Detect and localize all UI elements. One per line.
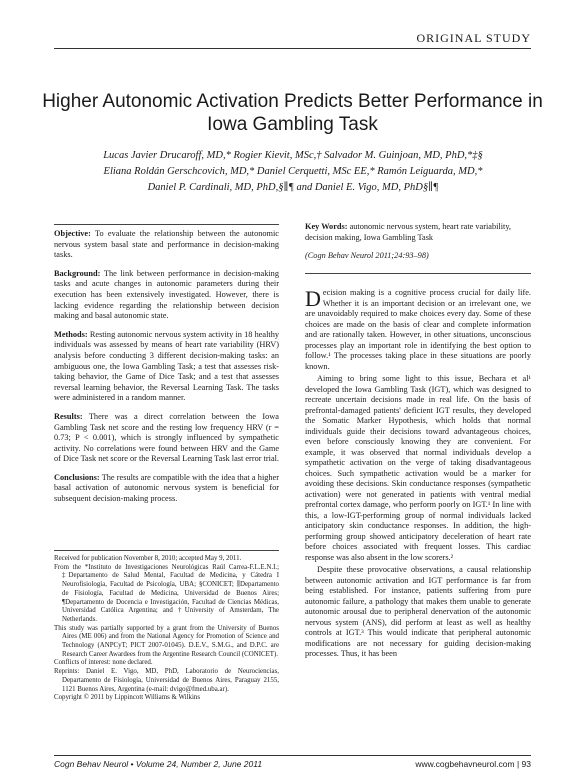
section-label: ORIGINAL STUDY (416, 31, 531, 45)
footnote-rule (54, 550, 279, 551)
paragraph-text: ecision making is a cognitive process crucial for daily life. Whether it is an important decision or an irrelevant one, we are unavoidably required to make choices every day. Some of these choices are made on the basis of clear and complete information and are rationally taken. However, in other situations, unconscious processes play an important role in identifying the best option to follow.¹ The processes taking place in these situations are poorly known. (305, 288, 531, 371)
abstract-label: Background: (54, 268, 101, 278)
footer-right (415, 759, 531, 769)
author-line: Lucas Javier Drucaroff, MD,* Rogier Kievit, MSc,† Salvador M. Guinjoan, MD, PhD,*‡§ (103, 150, 483, 161)
paragraph (305, 288, 531, 372)
abstract-text: The link between performance in decision-making tasks and acute changes in autonomic parameters during their execution has been extensively investigated. However, there is lacking evidence regarding the relationship between decision making and basal autonomic state. (54, 268, 279, 321)
journal-website[interactable]: www.cogbehavneurol.com (415, 759, 515, 769)
footnotes (54, 555, 279, 703)
citation (305, 251, 531, 262)
footnote: Conflicts of interest: none declared. (54, 659, 153, 667)
keywords-label: Key Words: (305, 222, 348, 231)
abstract-text: To evaluate the relationship between the autonomic nervous system basal state and performance in decision-making tasks. (54, 229, 279, 260)
keywords-block (305, 222, 531, 268)
footer-separator: | (516, 759, 522, 769)
body-top-rule (305, 273, 531, 274)
abstract (54, 229, 279, 513)
body-text (305, 288, 531, 662)
abstract-label: Methods: (54, 329, 88, 339)
footer-rule (54, 755, 531, 756)
abstract-results (54, 412, 279, 465)
abstract-objective (54, 229, 279, 261)
footnote: This study was partially supported by a grant from the University of Buenos Aires (ME 006) and from the National Agency for Promotion of Science and Technology (ANPCyT; PICT 2007-01045). D.E.V., S.M.G., and D.P.C. are Research Career Awardees from the Argentine Research Council (CONICET). (54, 624, 279, 658)
footnote: Reprints: Daniel E. Vigo, MD, PhD, Laboratorio de Neurociencias, Departamento de Fisiología, Universidad de Buenos Aires, Paraguay 2155, 1121 Buenos Aires, Argentina (e-mail: dvigo@fmed.uba.ar). (54, 668, 279, 693)
footnote: From the *Instituto de Investigaciones Neurológicas Raúl Carrea-F.L.E.N.I.; ‡Departamento de Salud Mental, Facultad de Medicina, y Cátedra I Neurofisiología, Facultad de Psicología, UBA; §CONICET; ∥Departamento de Fisiología, Facultad de Medicina, Universidad de Buenos Aires; ¶Departamento de Docencia e Investigación, Facultad de Ciencias Médicas, Universidad Católica Argentina; and †University of Amsterdam, The Netherlands. (54, 563, 279, 623)
abstract-methods (54, 330, 279, 404)
author-line: Eliana Roldán Gerschcovich, MD,* Daniel Cerquetti, MSc EE,* Ramón Leiguarda, MD,* (103, 166, 483, 177)
abstract-top-rule (54, 224, 279, 225)
abstract-background (54, 269, 279, 322)
citation-text: (Cogn Behav Neurol 2011;24:93–98) (305, 250, 429, 260)
author-line: Daniel P. Cardinali, MD, PhD,§∥¶ and Daniel E. Vigo, MD, PhD§∥¶ (147, 182, 439, 193)
abstract-text: There was a direct correlation between the Iowa Gambling Task net score and the resting low frequency HRV (r = 0.73; P < 0.001), which is strongly influenced by sympathetic activity. No correlations were found between HRV and the Game of Dice Task net score or the Reversal Learning Task last error trial. (54, 411, 279, 464)
abstract-text: Resting autonomic nervous system activity in 18 healthy individuals was assessed by means of heart rate variability (HRV) analysis before conducting 3 different decision-making tasks: an ambiguous one, the Iowa Gambling Task; a test that assesses risk-taking behavior, the Game of Dice Task; and a test that assesses reversal learning behavior, the Reversal Learning Task. The tasks were administered in a random manner. (54, 329, 279, 403)
keywords (305, 222, 531, 244)
footnote: Received for publication November 8, 2010; accepted May 9, 2011. (54, 555, 242, 562)
abstract-label: Conclusions: (54, 472, 100, 482)
paragraph: Despite these provocative observations, a causal relationship between autonomic activation and IGT performance is far from being established. For instance, patients suffering from pure autonomic failure, a pathology that makes them unable to generate autonomic arousal due to peripheral denervation of the autonomic nervous system (ANS), did perform at least as well as healthy controls at IGT.³ This would indicate that peripheral autonomic modifications are not necessary for guiding decision-making processes. Thus, it has been (305, 565, 531, 658)
paragraph: Aiming to bring some light to this issue, Bechara et al¹ developed the Iowa Gambling Task (IGT), which was designed to recreate uncertain decisions made in real life. On the basis of prefrontal-damaged patients' deficient IGT results, they developed the Somatic Marker Hypothesis, which holds that normal individuals guide their decisions toward advantageous choices, even before consciously knowing they are convenient. For example, it was observed that normal individuals develop a sympathetic activation on the verge of taking disadvantageous choices. Such sympathetic activation would be a marker for avoiding these decisions. Skin conductance responses (sympathetic activation) were not generated in patients with ventral medial prefrontal cortex damage, who perform poorly on IGT.¹ In line with this, a low-IGT-performing group of normal individuals lacked anticipatory skin conductance responses. In addition, the high-performing group showed anticipatory deceleration of heart rate before choices associated with frequent losses. This cardiac response was also absent in the low scorers.² (305, 374, 531, 562)
abstract-label: Objective: (54, 229, 91, 238)
page-number: 93 (521, 759, 531, 769)
keywords-text: autonomic nervous system, heart rate variability, decision making, Iowa Gambling Task (305, 222, 512, 242)
drop-cap: D (305, 286, 321, 311)
footnote: Copyright © 2011 by Lippincott Williams & Wilkins (54, 694, 201, 702)
abstract-label: Results: (54, 411, 83, 421)
abstract-conclusions (54, 473, 279, 505)
abstract-text: The results are compatible with the idea that a higher basal activation of autonomic nervous system is beneficial for subsequent decision-making process. (54, 472, 279, 504)
journal-info: Cogn Behav Neurol • Volume 24, Number 2, June 2011 (54, 759, 263, 769)
header-rule (54, 48, 531, 49)
article-title: Higher Autonomic Activation Predicts Better Performance in Iowa Gambling Task (42, 91, 543, 135)
author-list (48, 148, 538, 196)
